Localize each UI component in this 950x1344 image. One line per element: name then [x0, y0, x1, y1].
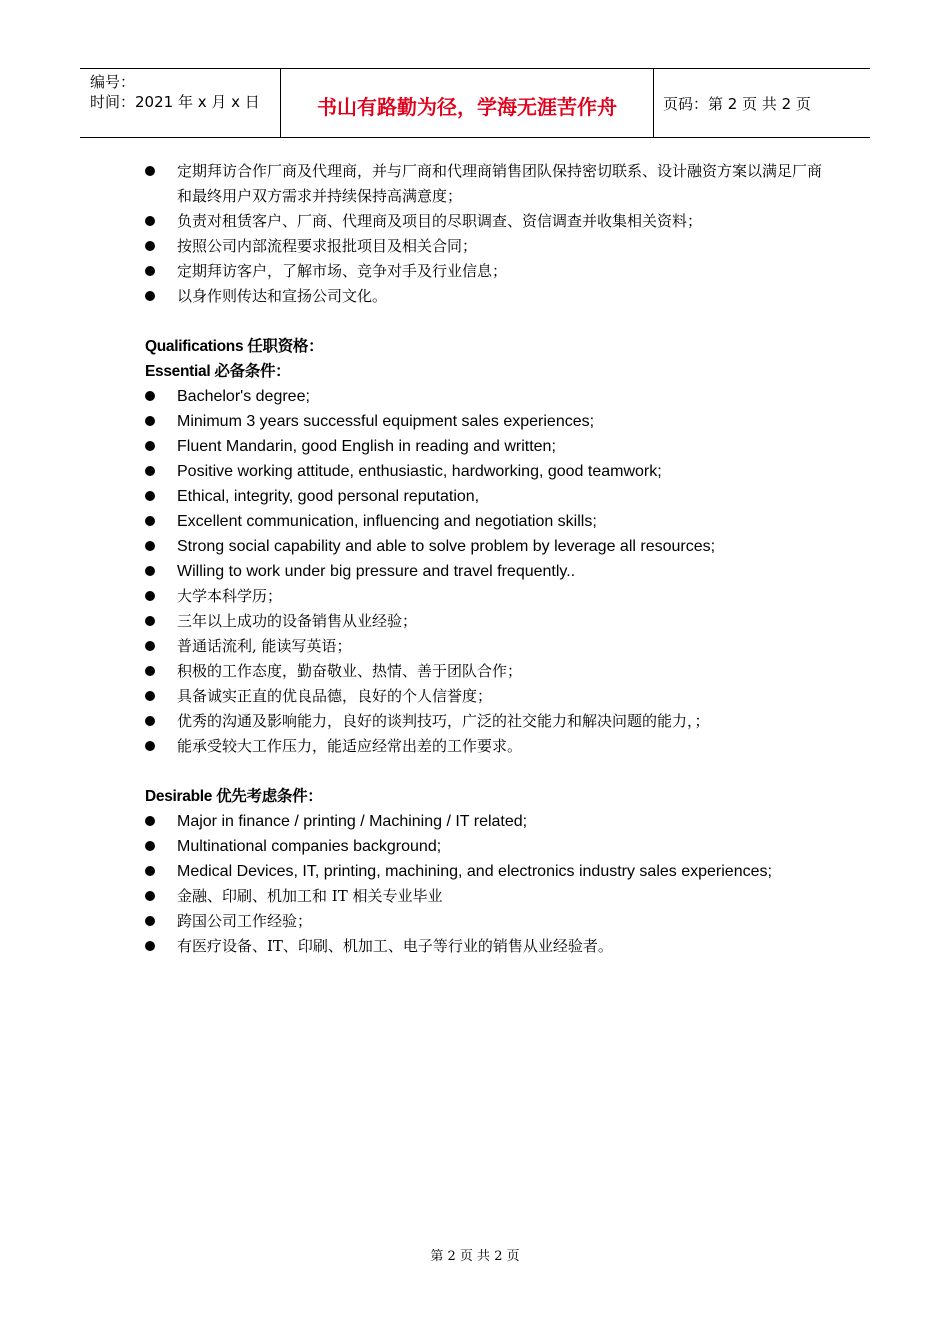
duties-list: [145, 159, 825, 309]
list-item: Ethical, integrity, good personal reputation,: [145, 484, 825, 509]
bullet-icon: [145, 591, 155, 601]
bullet-icon: [145, 741, 155, 751]
bullet-icon: [145, 491, 155, 501]
desirable-heading: Desirable 优先考虑条件：: [145, 788, 323, 805]
bullet-icon: [145, 291, 155, 301]
desirable-en-list: [145, 809, 825, 884]
bullet-icon: [145, 441, 155, 451]
list-item: Strong social capability and able to solve problem by leverage all resources;: [145, 534, 825, 559]
document-date: 时间：2021 年 x 月 x 日: [90, 93, 260, 111]
bullet-icon: [145, 166, 155, 176]
essential-cn-list: [145, 584, 825, 759]
bullet-icon: [145, 216, 155, 226]
desirable-cn-list: [145, 884, 825, 959]
list-item: 定期拜访客户，了解市场、竞争对手及行业信息；: [145, 259, 825, 284]
list-item: 大学本科学历；: [145, 584, 825, 609]
list-item: Fluent Mandarin, good English in reading and written;: [145, 434, 825, 459]
bullet-icon: [145, 566, 155, 576]
list-item: Excellent communication, influencing and negotiation skills;: [145, 509, 825, 534]
list-item: 积极的工作态度，勤奋敬业、热情、善于团队合作；: [145, 659, 825, 684]
essential-en-list: [145, 384, 825, 584]
bullet-icon: [145, 941, 155, 951]
list-item: Positive working attitude, enthusiastic, hardworking, good teamwork;: [145, 459, 825, 484]
list-item: 以身作则传达和宣扬公司文化。: [145, 284, 825, 309]
bullet-icon: [145, 641, 155, 651]
list-item: 普通话流利, 能读写英语；: [145, 634, 825, 659]
list-item: Willing to work under big pressure and travel frequently..: [145, 559, 825, 584]
header-page-cell: [654, 69, 870, 137]
list-item: 能承受较大工作压力，能适应经常出差的工作要求。: [145, 734, 825, 759]
list-item: 具备诚实正直的优良品德，良好的个人信誉度；: [145, 684, 825, 709]
list-item: 有医疗设备、IT、印刷、机加工、电子等行业的销售从业经验者。: [145, 934, 825, 959]
document-body: [145, 159, 825, 959]
bullet-icon: [145, 391, 155, 401]
list-item: Minimum 3 years successful equipment sales experiences;: [145, 409, 825, 434]
bullet-icon: [145, 891, 155, 901]
bullet-icon: [145, 816, 155, 826]
bullet-icon: [145, 541, 155, 551]
list-item: Major in finance / printing / Machining / IT related;: [145, 809, 825, 834]
bullet-icon: [145, 866, 155, 876]
list-item: Bachelor's degree;: [145, 384, 825, 409]
bullet-icon: [145, 616, 155, 626]
list-item: 金融、印刷、机加工和 IT 相关专业毕业: [145, 884, 825, 909]
bullet-icon: [145, 266, 155, 276]
document-header: [80, 68, 870, 138]
list-item: Medical Devices, IT, printing, machining, and electronics industry sales experiences;: [145, 859, 825, 884]
bullet-icon: [145, 416, 155, 426]
bullet-icon: [145, 691, 155, 701]
bullet-icon: [145, 241, 155, 251]
essential-heading: Essential 必备条件：: [145, 363, 291, 380]
section-spacer: [145, 759, 825, 784]
bullet-icon: [145, 666, 155, 676]
document-number-label: 编号：: [90, 73, 136, 91]
bullet-icon: [145, 916, 155, 926]
qualifications-heading: Qualifications 任职资格：: [145, 338, 324, 355]
bullet-icon: [145, 516, 155, 526]
list-item: 负责对租赁客户、厂商、代理商及项目的尽职调查、资信调查并收集相关资料；: [145, 209, 825, 234]
list-item: Multinational companies background;: [145, 834, 825, 859]
page-footer: 第 2 页 共 2 页: [430, 1249, 520, 1264]
header-motto: 书山有路勤为径，学海无涯苦作舟: [317, 95, 617, 119]
header-meta-cell: [80, 69, 281, 137]
bullet-icon: [145, 841, 155, 851]
list-item: 三年以上成功的设备销售从业经验；: [145, 609, 825, 634]
bullet-icon: [145, 466, 155, 476]
header-page-info: 页码：第 2 页 共 2 页: [663, 95, 811, 113]
section-spacer: [145, 309, 825, 334]
list-item: 定期拜访合作厂商及代理商，并与厂商和代理商销售团队保持密切联系、设计融资方案以满足厂商和最终用户双方需求并持续保持高满意度；: [145, 159, 825, 209]
list-item: 跨国公司工作经验；: [145, 909, 825, 934]
list-item: 优秀的沟通及影响能力，良好的谈判技巧，广泛的社交能力和解决问题的能力，；: [145, 709, 825, 734]
bullet-icon: [145, 716, 155, 726]
header-motto-cell: [281, 69, 654, 137]
list-item: 按照公司内部流程要求报批项目及相关合同；: [145, 234, 825, 259]
